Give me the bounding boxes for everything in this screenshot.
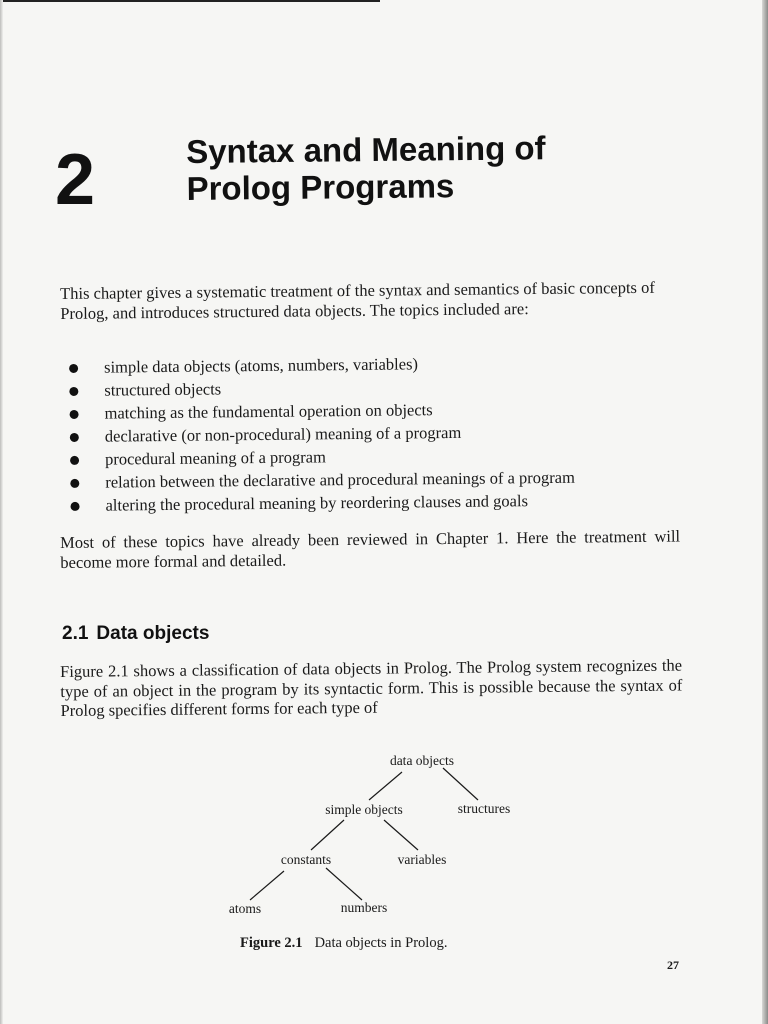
figure-caption bbox=[240, 935, 447, 952]
node-constants: constants bbox=[280, 852, 332, 867]
node-atoms: atoms bbox=[228, 901, 262, 916]
list-item-text: simple data objects (atoms, numbers, variables) bbox=[103, 354, 419, 377]
node-variables: variables bbox=[397, 852, 447, 867]
page-number: 27 bbox=[667, 958, 679, 972]
node-simple-objects: simple objects bbox=[325, 802, 403, 817]
list-item-text: procedural meaning of a program bbox=[104, 447, 326, 469]
edge-root-structures bbox=[443, 768, 478, 800]
list-item-text: matching as the fundamental operation on objects bbox=[104, 400, 433, 423]
summary-paragraph: Most of these topics have already been reviewed in Chapter 1. Here the treatment will become more formal and detailed. bbox=[60, 526, 681, 572]
list-item-text: altering the procedural meaning by reordering clauses and goals bbox=[105, 491, 529, 515]
intro-paragraph: This chapter gives a systematic treatment of the syntax and semantics of basic concepts of Prolog, and introduces structured data objects. The topics included are: bbox=[60, 277, 655, 323]
list-item-text: structured objects bbox=[104, 379, 222, 400]
node-numbers: numbers bbox=[340, 900, 388, 915]
chapter-title-line-1: Syntax and Meaning of bbox=[186, 129, 546, 170]
section-paragraph: Figure 2.1 shows a classification of data objects in Prolog. The Prolog system recognizes the type of an object in the program by its syntactic form. This is possible because the syntax of Prolog specifies different forms for each type of bbox=[60, 655, 683, 720]
section-title: Data objects bbox=[96, 623, 210, 644]
chapter-title-line-2: Prolog Programs bbox=[186, 167, 455, 207]
edge-constants-numbers bbox=[326, 868, 362, 900]
figure-label: Figure 2.1 bbox=[240, 935, 303, 951]
figure-caption-text: Data objects in Prolog. bbox=[314, 935, 448, 951]
node-data-objects: data objects bbox=[389, 753, 455, 768]
section-number: 2.1 bbox=[62, 623, 89, 644]
edge-root-simple bbox=[369, 772, 402, 800]
edge-simple-constants bbox=[311, 820, 344, 850]
chapter-number: 2 bbox=[55, 140, 96, 220]
edge-simple-variables bbox=[384, 820, 418, 850]
list-item-text: declarative (or non-procedural) meaning of a program bbox=[104, 422, 462, 446]
list-item-text: relation between the declarative and procedural meanings of a program bbox=[105, 467, 575, 492]
edge-constants-atoms bbox=[250, 871, 284, 900]
node-structures: structures bbox=[457, 801, 511, 816]
